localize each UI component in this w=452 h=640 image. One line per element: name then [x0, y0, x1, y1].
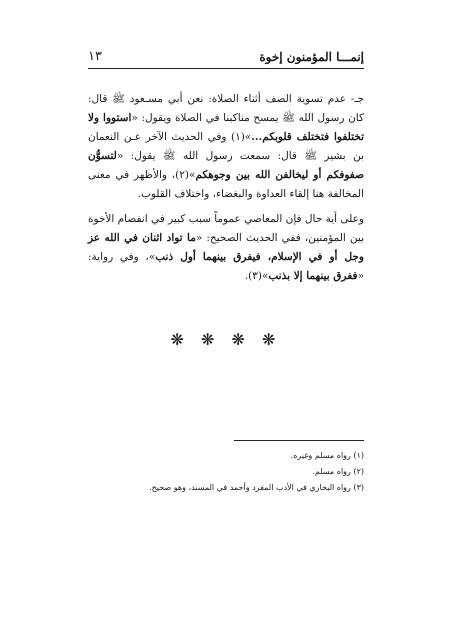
paragraph-1-text-b: »(١) وفي الحديث الآخر عـن النعمان بن بشير ﷺ قال: سمعت رسول الله ﷺ يقول: «	[88, 131, 364, 162]
paragraph-1-text-a: جـ- عدم تسوية الصف أثناء الصلاة: نعن أبي مسـعود ﷺ قال: كان رسول الله ﷺ يمسح مناكبنا في الصلاة ويقول: «	[88, 93, 364, 124]
hadith-quote-1: استووا ولا تختلفوا فتختلف قلوبكم...	[88, 112, 364, 143]
hadith-quote-2: لتسوُّن صفوفكم أو ليخالفن الله بين وجوهكم	[88, 150, 364, 181]
running-title: إنمـــا المؤمنون إخوة	[259, 50, 364, 64]
paragraph-2-text-c: »(٣).	[244, 270, 269, 282]
page-number: ١٣	[88, 49, 102, 64]
page-body	[88, 90, 364, 292]
paragraph-2	[88, 210, 364, 286]
hadith-quote-3: ما تواد اثنان في الله عز وجل أو في الإسلام، فيفرق بينهما أول ذنب	[88, 232, 364, 263]
paragraph-2-text-a: وعلى أية حال فإن المعاصي عموماً سبب كبير في انفصام الأخوة بين المؤمنين، ففي الحديث الصحيح: «	[88, 213, 364, 244]
header-rule	[88, 68, 364, 69]
paragraph-1-text-c: »(٢)، والأظهر في معنى المخالفة هنا إلقاء العداوة والبغضاء، واختلاف القلوب.	[88, 169, 364, 200]
paragraph-1	[88, 90, 364, 204]
footnote-2: (٢) رواه مسلم.	[312, 467, 364, 476]
footnote-1: (١) رواه مسلم وغيره.	[290, 451, 364, 460]
footnote-rule	[234, 440, 364, 441]
footnote-3: (٣) رواه البخاري في الأدب المفرد وأحمد في المسند، وهو صحيح.	[149, 483, 364, 492]
page-header	[88, 48, 364, 68]
paragraph-2-text-b: »، وفي رواية: «	[88, 251, 364, 282]
footnotes	[88, 448, 364, 496]
section-separator: ❋ ❋ ❋ ❋	[170, 330, 282, 349]
hadith-quote-4: ففرق بينهما إلا بذنب	[268, 270, 358, 282]
